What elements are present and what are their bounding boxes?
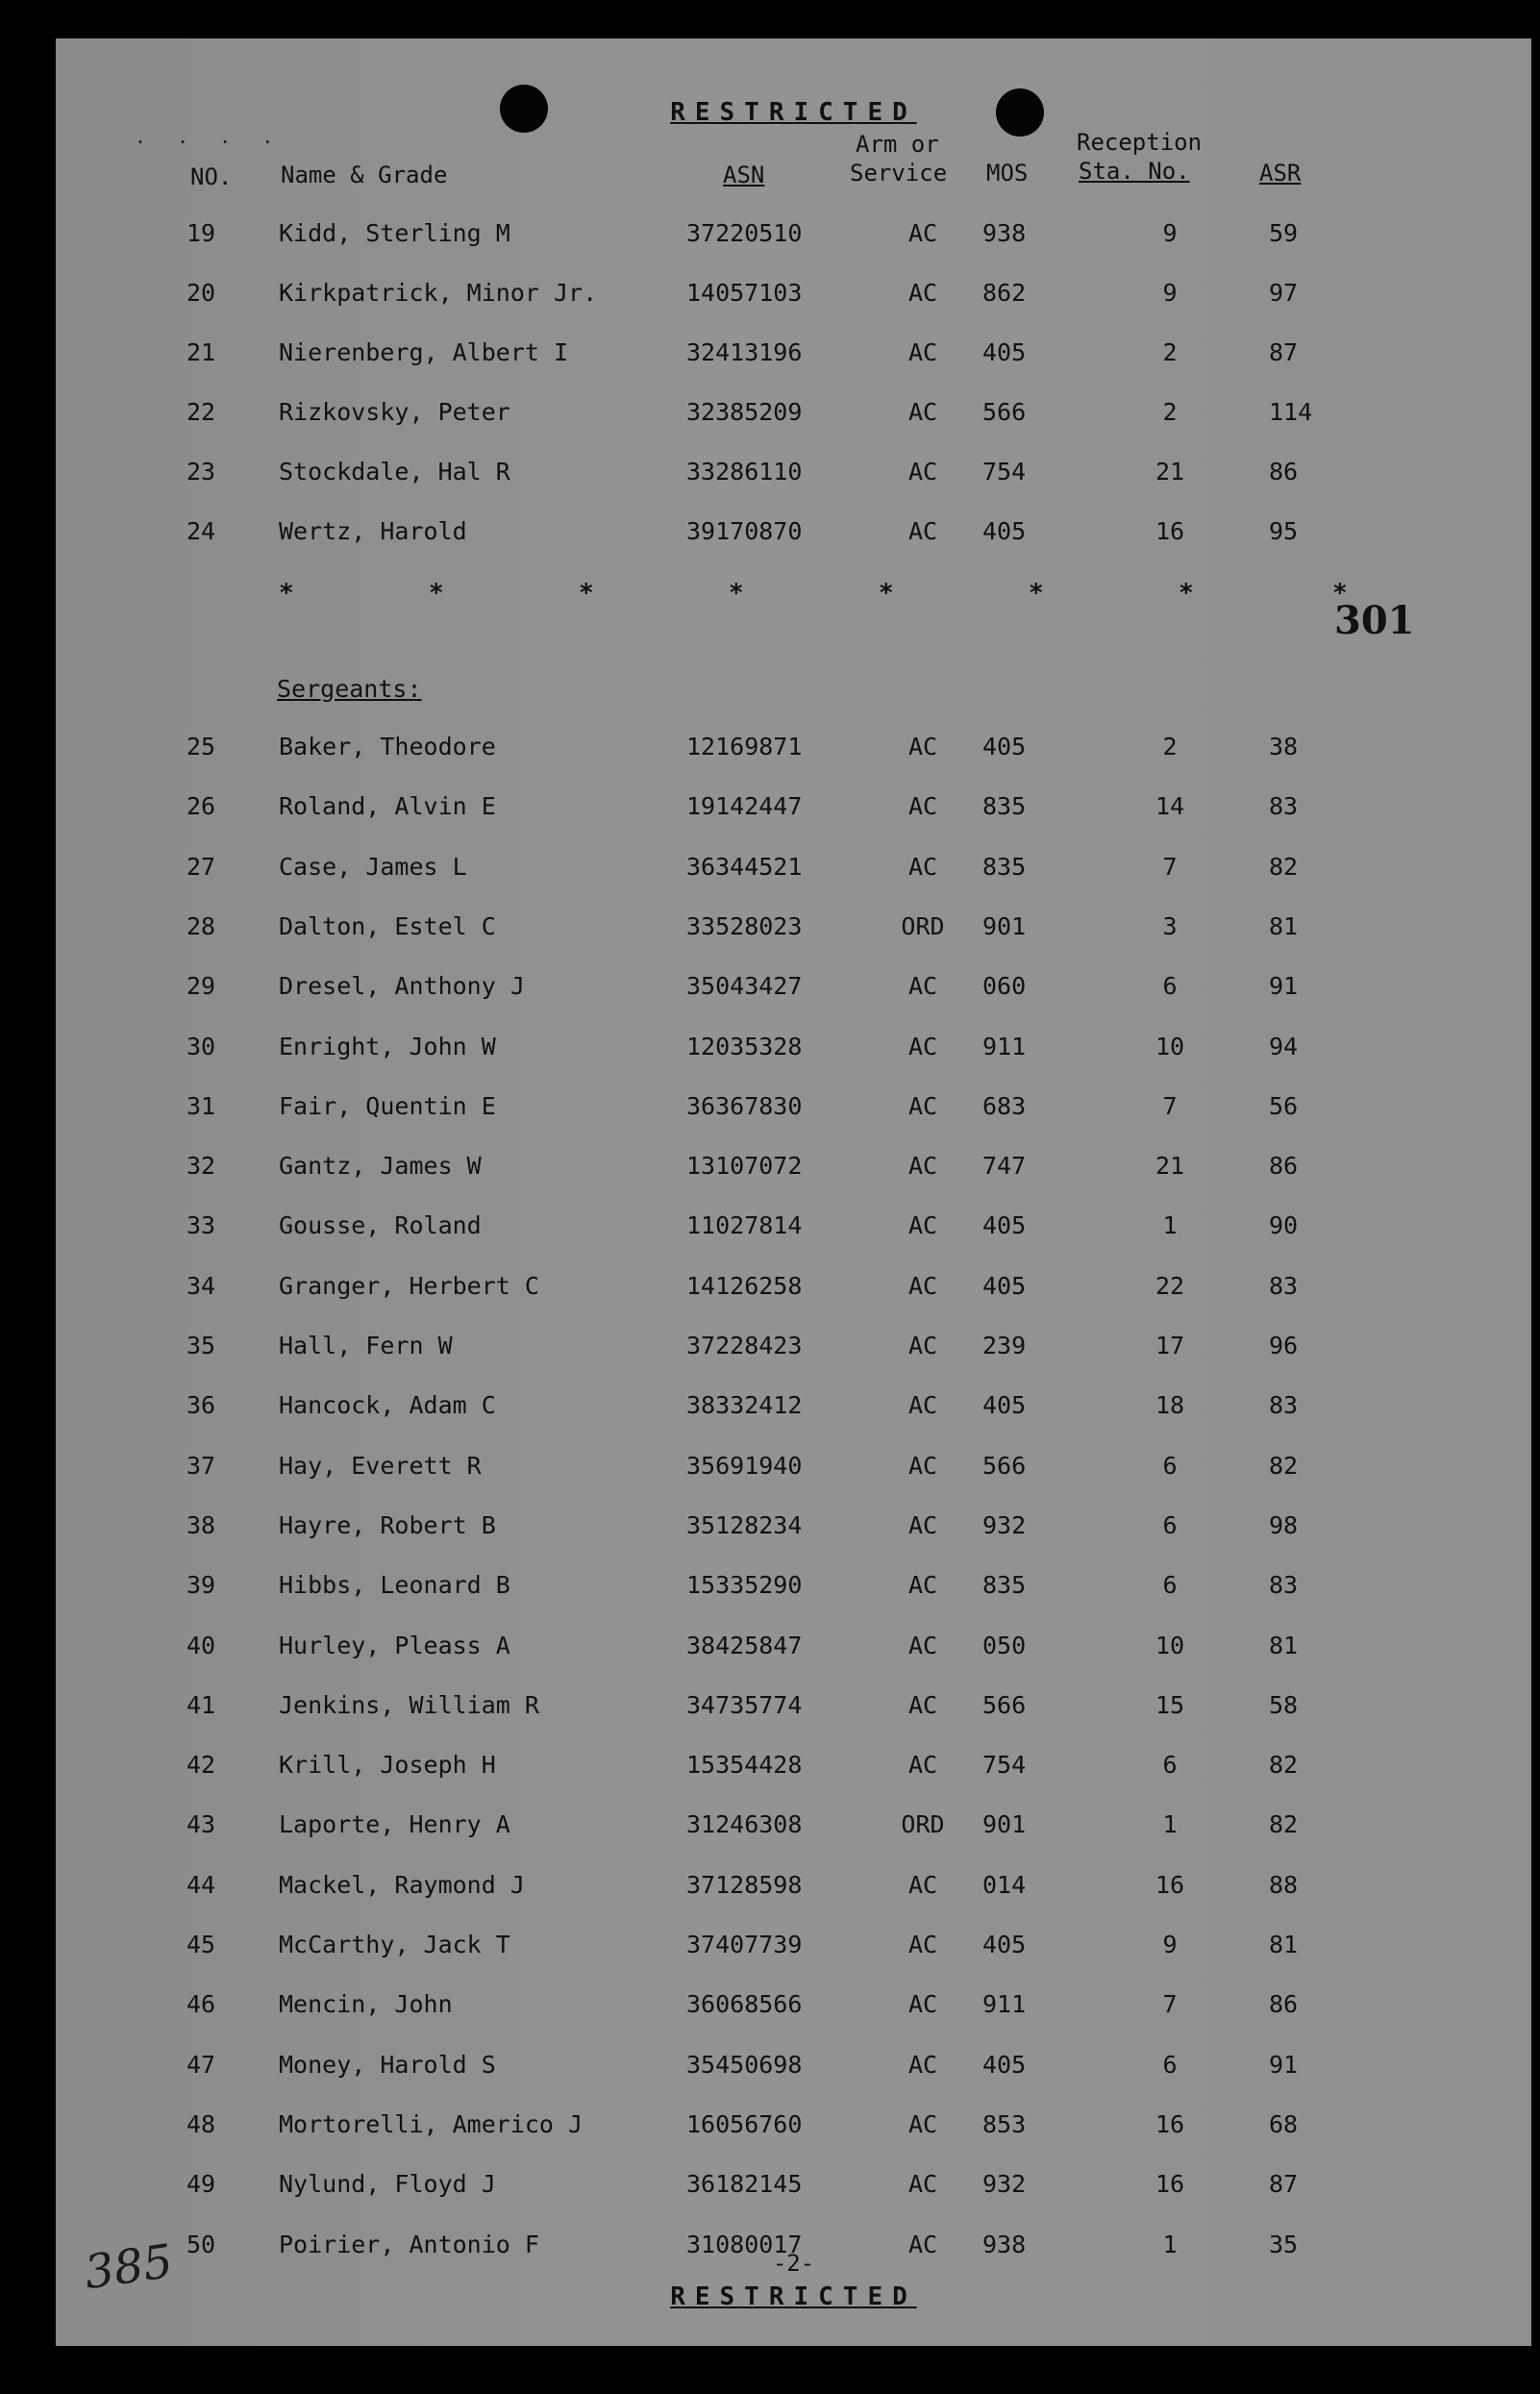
cell-name-grade: Dalton, Estel C [279,911,496,940]
cell-arm-service: AC [907,1091,938,1120]
cell-asn: 33528023 [686,911,803,940]
cell-asr: 82 [1269,1751,1299,1780]
cell-asn: 36068566 [686,1990,803,2019]
cell-arm-service: AC [907,1631,938,1659]
cell-reception-station: 21 [1155,458,1185,486]
cell-arm-service: AC [907,2050,938,2079]
table-row [56,219,1531,258]
cell-arm-service: ORD [901,911,945,940]
cell-asn: 39170870 [686,517,803,545]
cell-reception-station: 6 [1162,1571,1178,1600]
cell-asn: 16056760 [686,2109,803,2138]
cell-arm-service: AC [907,517,938,545]
cell-reception-station: 9 [1162,279,1178,307]
cell-asr: 95 [1269,517,1299,545]
cell-asn: 37220510 [686,219,803,247]
header-sta-no: Sta. No. [1079,158,1190,185]
header-no: NO. [190,163,233,190]
cell-name-grade: Kidd, Sterling M [279,219,510,247]
asterisk: * [1029,579,1044,608]
cell-row-number: 37 [186,1451,216,1480]
cell-row-number: 41 [186,1690,216,1719]
paper-specks: . . . . [135,125,284,148]
cell-arm-service: AC [907,1931,938,1958]
header-mos: MOS [986,160,1029,187]
table-row [56,1391,1531,1430]
asterisk: * [279,579,294,608]
cell-asn: 15335290 [686,1571,803,1600]
cell-asn: 32413196 [686,338,803,366]
cell-mos: 747 [982,1152,1027,1181]
cell-arm-service: AC [907,1391,938,1420]
cell-mos: 405 [982,1391,1027,1420]
cell-name-grade: Baker, Theodore [279,733,496,761]
cell-asn: 35450698 [686,2050,803,2079]
classification-footer: RESTRICTED [670,2282,917,2311]
cell-arm-service: AC [907,733,938,761]
cell-row-number: 29 [186,972,216,1001]
cell-asn: 13107072 [686,1152,803,1181]
handwritten-note: 385 [81,2233,177,2301]
section-heading-sergeants: Sergeants: [277,675,422,703]
cell-reception-station: 15 [1155,1690,1185,1719]
cell-row-number: 31 [186,1091,216,1120]
cell-arm-service: AC [907,1990,938,2019]
cell-asr: 83 [1269,1391,1299,1420]
cell-asn: 12169871 [686,733,803,761]
cell-mos: 911 [982,1990,1027,2019]
cell-arm-service: AC [907,1032,938,1060]
cell-mos: 405 [982,1211,1027,1240]
cell-asr: 82 [1269,1451,1299,1480]
cell-row-number: 35 [186,1332,216,1359]
cell-asn: 34735774 [686,1690,803,1719]
cell-name-grade: Hay, Everett R [279,1451,482,1480]
cell-asr: 87 [1269,2170,1299,2199]
table-row [56,2051,1531,2089]
cell-reception-station: 10 [1155,1032,1185,1060]
cell-mos: 932 [982,1510,1027,1539]
cell-row-number: 36 [186,1391,216,1420]
cell-reception-station: 6 [1162,2050,1178,2079]
cell-asr: 98 [1269,1510,1299,1539]
cell-asr: 94 [1269,1032,1299,1060]
table-row [56,1033,1531,1071]
document-page [56,38,1531,2346]
cell-reception-station: 10 [1155,1631,1185,1659]
cell-arm-service: AC [907,1332,938,1359]
table-row [56,1332,1531,1370]
cell-reception-station: 6 [1162,1451,1178,1480]
cell-asr: 90 [1269,1211,1299,1240]
table-row [56,279,1531,317]
table-row [56,1931,1531,1969]
cell-mos: 239 [982,1332,1027,1359]
cell-asr: 81 [1269,1931,1299,1958]
cell-row-number: 27 [186,852,216,881]
cell-row-number: 23 [186,458,216,486]
cell-mos: 901 [982,1810,1027,1839]
cell-asn: 35691940 [686,1451,803,1480]
cell-row-number: 22 [186,398,216,426]
table-row [56,1691,1531,1730]
cell-mos: 911 [982,1032,1027,1060]
classification-header: RESTRICTED [670,98,917,127]
cell-mos: 014 [982,1870,1027,1899]
cell-arm-service: AC [907,1152,938,1181]
cell-mos: 683 [982,1091,1027,1120]
cell-name-grade: Jenkins, William R [279,1690,539,1719]
cell-mos: 835 [982,852,1027,881]
cell-asn: 36182145 [686,2170,803,2199]
cell-row-number: 38 [186,1510,216,1539]
cell-arm-service: AC [907,279,938,307]
cell-name-grade: Krill, Joseph H [279,1751,496,1780]
cell-name-grade: Hibbs, Leonard B [279,1571,510,1600]
table-row [56,1272,1531,1310]
cell-asn: 14126258 [686,1271,803,1300]
table-row [56,1810,1531,1849]
cell-row-number: 26 [186,792,216,821]
table-row [56,1990,1531,2029]
cell-reception-station: 21 [1155,1152,1185,1181]
table-row [56,398,1531,436]
cell-reception-station: 16 [1155,2109,1185,2138]
table-row [56,733,1531,771]
cell-mos: 405 [982,517,1027,545]
cell-row-number: 46 [186,1990,216,2019]
cell-row-number: 49 [186,2170,216,2199]
cell-name-grade: Poirier, Antonio F [279,2230,539,2258]
cell-asr: 86 [1269,1990,1299,2019]
cell-asr: 87 [1269,338,1299,366]
cell-asn: 15354428 [686,1751,803,1780]
cell-asr: 91 [1269,972,1299,1001]
cell-mos: 862 [982,279,1027,307]
cell-arm-service: AC [907,398,938,426]
cell-reception-station: 2 [1162,398,1178,426]
cell-asr: 86 [1269,458,1299,486]
cell-mos: 754 [982,1751,1027,1780]
table-row [56,2110,1531,2149]
cell-arm-service: AC [907,1211,938,1240]
cell-name-grade: Laporte, Henry A [279,1810,510,1839]
cell-row-number: 40 [186,1631,216,1659]
cell-name-grade: Gantz, James W [279,1152,482,1181]
cell-asn: 36367830 [686,1091,803,1120]
table-row [56,1571,1531,1609]
cell-name-grade: Enright, John W [279,1032,496,1060]
cell-asr: 83 [1269,1571,1299,1600]
cell-arm-service: AC [907,1271,938,1300]
cell-asn: 31246308 [686,1810,803,1839]
table-row [56,458,1531,496]
page-number: -2- [772,2250,815,2277]
asterisk: * [729,579,744,608]
header-arm-or: Arm or [856,131,939,158]
cell-reception-station: 9 [1162,219,1178,247]
cell-row-number: 25 [186,733,216,761]
table-row [56,338,1531,377]
cell-row-number: 19 [186,219,216,247]
cell-row-number: 43 [186,1810,216,1839]
cell-mos: 405 [982,1931,1027,1958]
cell-asr: 83 [1269,792,1299,821]
cell-arm-service: AC [907,338,938,366]
cell-asn: 31080017 [686,2230,803,2258]
cell-asr: 88 [1269,1870,1299,1899]
cell-reception-station: 9 [1162,1931,1178,1958]
cell-asn: 11027814 [686,1211,803,1240]
table-row [56,1871,1531,1909]
cell-asr: 82 [1269,1810,1299,1839]
cell-reception-station: 16 [1155,517,1185,545]
cell-mos: 566 [982,398,1027,426]
cell-asn: 38425847 [686,1631,803,1659]
table-row [56,1152,1531,1190]
cell-reception-station: 22 [1155,1271,1185,1300]
cell-name-grade: Mackel, Raymond J [279,1870,525,1899]
cell-row-number: 50 [186,2230,216,2258]
cell-reception-station: 6 [1162,1751,1178,1780]
cell-arm-service: AC [907,458,938,486]
cell-asr: 59 [1269,219,1299,247]
cell-asn: 33286110 [686,458,803,486]
cell-mos: 405 [982,338,1027,366]
asterisk: * [579,579,594,608]
cell-asr: 86 [1269,1152,1299,1181]
cell-row-number: 33 [186,1211,216,1240]
cell-name-grade: Mortorelli, Americo J [279,2109,584,2138]
cell-name-grade: Hayre, Robert B [279,1510,496,1539]
cell-mos: 754 [982,458,1027,486]
cell-row-number: 48 [186,2109,216,2138]
cell-reception-station: 18 [1155,1391,1185,1420]
table-row [56,853,1531,891]
cell-arm-service: AC [907,1510,938,1539]
cell-mos: 405 [982,2050,1027,2079]
cell-arm-service: ORD [901,1810,945,1839]
cell-asr: 58 [1269,1690,1299,1719]
table-row [56,517,1531,556]
cell-row-number: 32 [186,1152,216,1181]
cell-mos: 060 [982,972,1027,1001]
cell-name-grade: Nierenberg, Albert I [279,338,569,366]
cell-row-number: 47 [186,2050,216,2079]
asterisk: * [1332,579,1348,608]
cell-mos: 050 [982,1631,1027,1659]
cell-row-number: 39 [186,1571,216,1600]
cell-name-grade: Granger, Herbert C [279,1271,539,1300]
cell-asr: 81 [1269,1631,1299,1659]
cell-asr: 97 [1269,279,1299,307]
cell-row-number: 24 [186,517,216,545]
header-asr: ASR [1259,160,1302,187]
cell-reception-station: 1 [1162,1211,1178,1240]
table-row [56,1632,1531,1670]
table-row [56,1511,1531,1550]
table-row [56,912,1531,951]
cell-row-number: 45 [186,1931,216,1958]
cell-name-grade: Nylund, Floyd J [279,2170,496,2199]
cell-asr: 68 [1269,2109,1299,2138]
cell-asn: 35128234 [686,1510,803,1539]
cell-reception-station: 16 [1155,2170,1185,2199]
cell-mos: 938 [982,219,1027,247]
header-service: Service [850,160,948,187]
table-row [56,1092,1531,1131]
table-row [56,1211,1531,1250]
cell-asn: 35043427 [686,972,803,1001]
cell-arm-service: AC [907,792,938,821]
cell-mos: 405 [982,1271,1027,1300]
cell-row-number: 21 [186,338,216,366]
cell-reception-station: 16 [1155,1870,1185,1899]
cell-arm-service: AC [907,972,938,1001]
cell-name-grade: Gousse, Roland [279,1211,482,1240]
cell-reception-station: 6 [1162,972,1178,1001]
cell-asn: 37128598 [686,1870,803,1899]
cell-row-number: 34 [186,1271,216,1300]
cell-reception-station: 6 [1162,1510,1178,1539]
cell-name-grade: Money, Harold S [279,2050,496,2079]
cell-row-number: 30 [186,1032,216,1060]
header-reception: Reception [1077,129,1203,156]
cell-mos: 938 [982,2230,1027,2258]
cell-row-number: 42 [186,1751,216,1780]
asterisk-divider [56,579,1531,617]
cell-asr: 35 [1269,2230,1299,2258]
cell-name-grade: Hall, Fern W [279,1332,453,1359]
cell-mos: 566 [982,1451,1027,1480]
cell-reception-station: 17 [1155,1332,1185,1359]
cell-reception-station: 2 [1162,338,1178,366]
cell-arm-service: AC [907,1451,938,1480]
cell-reception-station: 7 [1162,852,1178,881]
table-row [56,792,1531,831]
cell-arm-service: AC [907,1751,938,1780]
cell-arm-service: AC [907,2170,938,2199]
cell-name-grade: Wertz, Harold [279,517,467,545]
cell-reception-station: 3 [1162,911,1178,940]
cell-name-grade: Roland, Alvin E [279,792,496,821]
cell-asn: 19142447 [686,792,803,821]
cell-name-grade: McCarthy, Jack T [279,1931,510,1958]
table-row [56,1452,1531,1490]
header-asn: ASN [723,162,765,188]
cell-mos: 835 [982,1571,1027,1600]
cell-asr: 81 [1269,911,1299,940]
cell-asn: 37228423 [686,1332,803,1359]
cell-arm-service: AC [907,2230,938,2258]
cell-asr: 91 [1269,2050,1299,2079]
cell-arm-service: AC [907,852,938,881]
cell-asn: 12035328 [686,1032,803,1060]
cell-reception-station: 14 [1155,792,1185,821]
cell-mos: 932 [982,2170,1027,2199]
cell-asr: 96 [1269,1332,1299,1359]
cell-reception-station: 1 [1162,2230,1178,2258]
cell-asr: 38 [1269,733,1299,761]
stamped-page-number: 301 [1334,598,1415,643]
cell-arm-service: AC [907,1690,938,1719]
cell-name-grade: Kirkpatrick, Minor Jr. [279,279,598,307]
cell-reception-station: 7 [1162,1990,1178,2019]
cell-asn: 14057103 [686,279,803,307]
cell-arm-service: AC [907,1571,938,1600]
cell-asr: 82 [1269,852,1299,881]
cell-name-grade: Fair, Quentin E [279,1091,496,1120]
cell-name-grade: Dresel, Anthony J [279,972,525,1001]
cell-mos: 901 [982,911,1027,940]
table-row [56,1751,1531,1789]
cell-name-grade: Stockdale, Hal R [279,458,510,486]
asterisk: * [1179,579,1194,608]
table-row [56,972,1531,1010]
cell-mos: 405 [982,733,1027,761]
cell-asr: 83 [1269,1271,1299,1300]
cell-asr: 114 [1269,398,1313,426]
cell-arm-service: AC [907,1870,938,1899]
cell-row-number: 28 [186,911,216,940]
cell-reception-station: 7 [1162,1091,1178,1120]
table-row [56,2170,1531,2208]
cell-name-grade: Hurley, Pleass A [279,1631,510,1659]
cell-reception-station: 1 [1162,1810,1178,1839]
cell-asn: 32385209 [686,398,803,426]
cell-reception-station: 2 [1162,733,1178,761]
cell-name-grade: Mencin, John [279,1990,453,2019]
header-name-grade: Name & Grade [281,162,448,188]
cell-arm-service: AC [907,2109,938,2138]
cell-mos: 566 [982,1690,1027,1719]
cell-name-grade: Rizkovsky, Peter [279,398,510,426]
cell-asr: 56 [1269,1091,1299,1120]
cell-arm-service: AC [907,219,938,247]
cell-asn: 37407739 [686,1931,803,1958]
asterisk: * [429,579,444,608]
cell-name-grade: Case, James L [279,852,467,881]
cell-mos: 835 [982,792,1027,821]
cell-name-grade: Hancock, Adam C [279,1391,496,1420]
cell-mos: 853 [982,2109,1027,2138]
asterisk: * [879,579,894,608]
cell-asn: 38332412 [686,1391,803,1420]
cell-row-number: 44 [186,1870,216,1899]
cell-row-number: 20 [186,279,216,307]
cell-asn: 36344521 [686,852,803,881]
